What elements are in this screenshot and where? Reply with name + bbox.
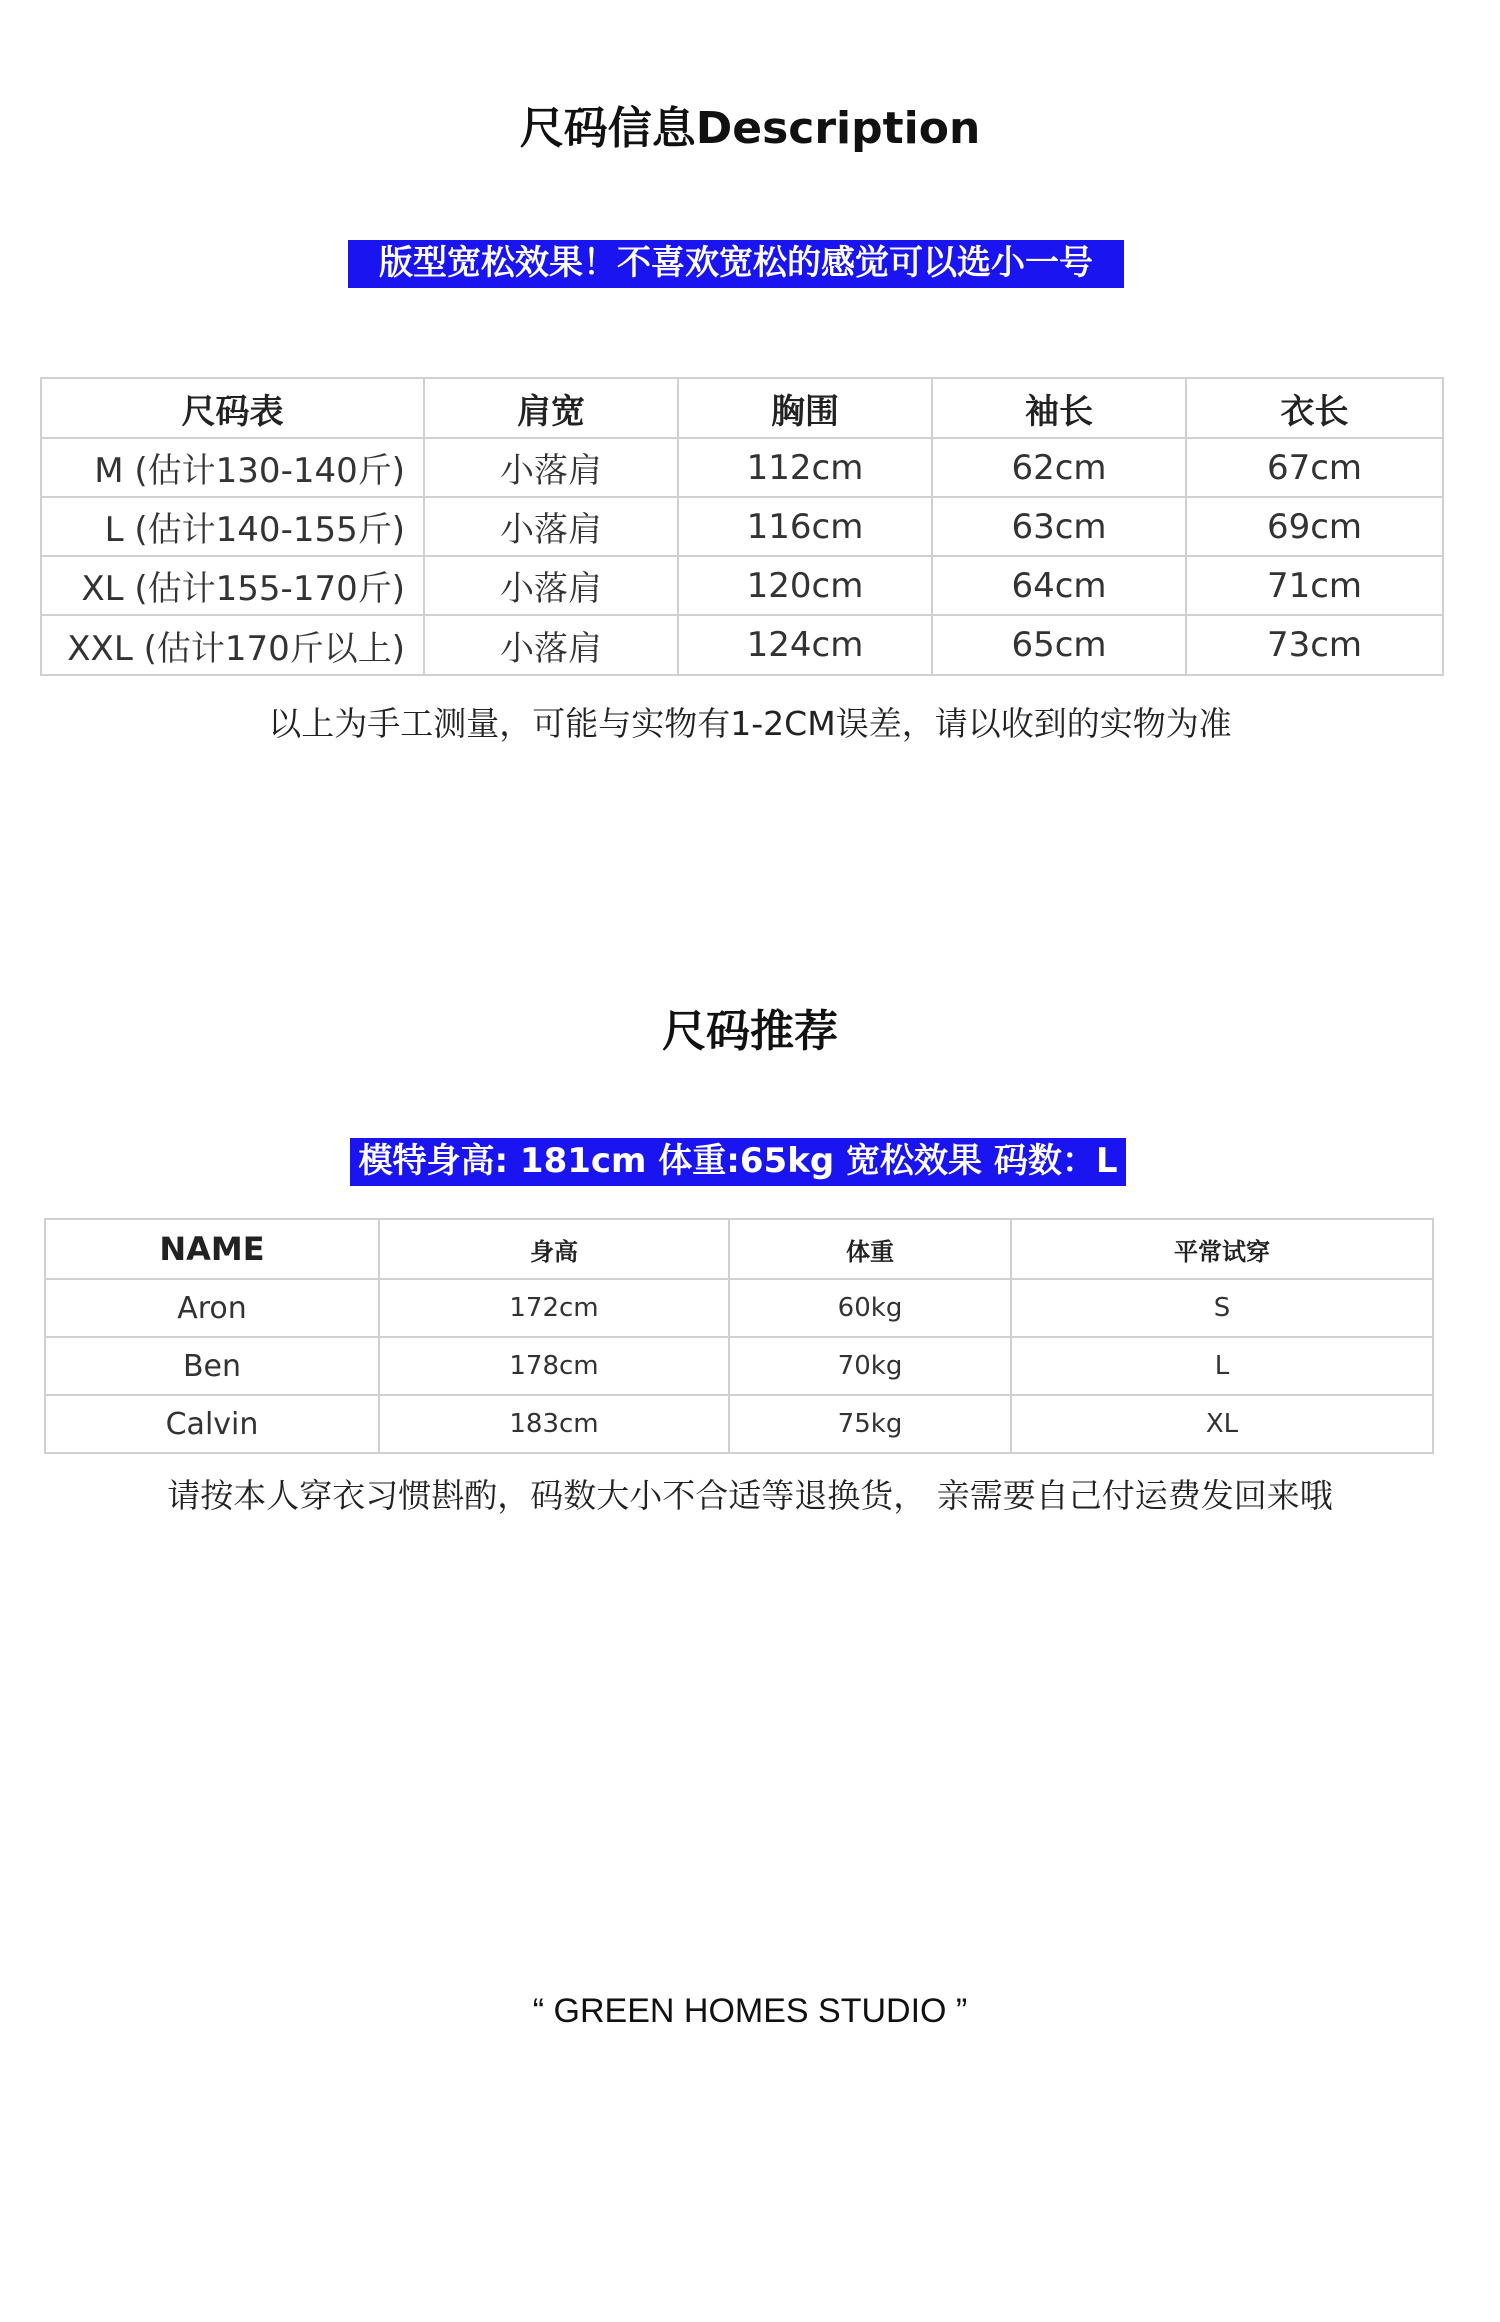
size-info-note: 以上为手工测量，可能与实物有1-2CM误差，请以收到的实物为准 <box>268 704 1232 743</box>
shoulder-cell: 小落肩 <box>424 556 678 615</box>
name-cell: Calvin <box>45 1395 379 1453</box>
size-recommend-title: 尺码推荐 <box>662 1006 838 1057</box>
recommend-header: 体重 <box>729 1219 1011 1279</box>
studio-footer: “ GREEN HOMES STUDIO ” <box>532 1992 968 2030</box>
length-cell: 67cm <box>1186 438 1443 497</box>
chest-cell: 124cm <box>678 615 932 675</box>
table-row <box>41 497 1443 556</box>
size-cell: L (估计140-155斤) <box>41 497 424 556</box>
table-row <box>45 1337 1433 1395</box>
sleeve-cell: 64cm <box>932 556 1186 615</box>
size-info-banner: 版型宽松效果！不喜欢宽松的感觉可以选小一号 <box>348 240 1124 288</box>
height-cell: 172cm <box>379 1279 729 1337</box>
usual-size-cell: XL <box>1011 1395 1433 1453</box>
table-row <box>41 615 1443 675</box>
size-chart-header: 衣长 <box>1186 378 1443 438</box>
size-chart-header: 袖长 <box>932 378 1186 438</box>
recommend-header-row <box>45 1219 1433 1279</box>
table-row <box>45 1279 1433 1337</box>
weight-cell: 60kg <box>729 1279 1011 1337</box>
shoulder-cell: 小落肩 <box>424 497 678 556</box>
recommend-header: 平常试穿 <box>1011 1219 1433 1279</box>
height-cell: 183cm <box>379 1395 729 1453</box>
table-row <box>41 556 1443 615</box>
name-cell: Aron <box>45 1279 379 1337</box>
sleeve-cell: 65cm <box>932 615 1186 675</box>
length-cell: 71cm <box>1186 556 1443 615</box>
table-row <box>45 1395 1433 1453</box>
name-cell: Ben <box>45 1337 379 1395</box>
table-row <box>41 438 1443 497</box>
shoulder-cell: 小落肩 <box>424 615 678 675</box>
recommend-header: 身高 <box>379 1219 729 1279</box>
size-recommend-note: 请按本人穿衣习惯斟酌，码数大小不合适等退换货， 亲需要自己付运费发回来哦 <box>167 1476 1333 1515</box>
sleeve-cell: 63cm <box>932 497 1186 556</box>
size-chart-header-row <box>41 378 1443 438</box>
sleeve-cell: 62cm <box>932 438 1186 497</box>
size-chart-header: 胸围 <box>678 378 932 438</box>
usual-size-cell: L <box>1011 1337 1433 1395</box>
chest-cell: 120cm <box>678 556 932 615</box>
size-chart-header: 尺码表 <box>41 378 424 438</box>
size-recommend-banner: 模特身高: 181cm 体重:65kg 宽松效果 码数：L <box>350 1138 1126 1186</box>
shoulder-cell: 小落肩 <box>424 438 678 497</box>
weight-cell: 70kg <box>729 1337 1011 1395</box>
recommend-header: NAME <box>45 1219 379 1279</box>
size-chart-table <box>40 377 1444 676</box>
usual-size-cell: S <box>1011 1279 1433 1337</box>
height-cell: 178cm <box>379 1337 729 1395</box>
chest-cell: 116cm <box>678 497 932 556</box>
weight-cell: 75kg <box>729 1395 1011 1453</box>
size-cell: XL (估计155-170斤) <box>41 556 424 615</box>
chest-cell: 112cm <box>678 438 932 497</box>
size-chart-header: 肩宽 <box>424 378 678 438</box>
length-cell: 69cm <box>1186 497 1443 556</box>
size-cell: M (估计130-140斤) <box>41 438 424 497</box>
recommend-table <box>44 1218 1434 1454</box>
size-cell: XXL (估计170斤以上) <box>41 615 424 675</box>
size-info-title: 尺码信息Description <box>519 103 981 154</box>
length-cell: 73cm <box>1186 615 1443 675</box>
